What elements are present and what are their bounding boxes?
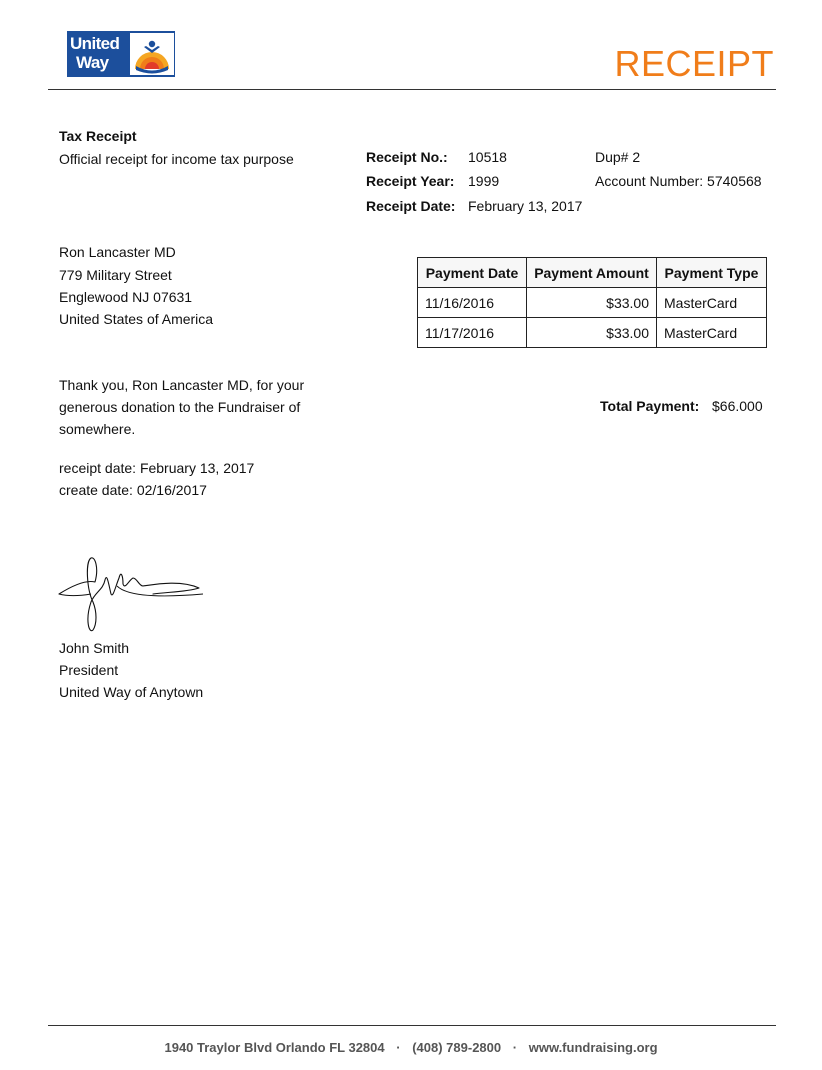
signer-name: John Smith [59, 640, 130, 656]
payment-amount-cell: $33.00 [527, 288, 657, 318]
header-divider [48, 89, 776, 90]
donor-name: Ron Lancaster MD [59, 244, 176, 260]
table-row [418, 318, 767, 348]
united-way-logo [67, 31, 175, 77]
footer-website: www.fundraising.org [528, 1040, 658, 1055]
table-row [418, 288, 767, 318]
donor-city: Englewood NJ 07631 [59, 289, 193, 305]
dup-number: Dup# 2 [595, 149, 641, 165]
tax-receipt-heading: Tax Receipt [59, 128, 137, 144]
payment-amount-cell: $33.00 [527, 318, 657, 348]
signature-image [57, 550, 207, 634]
signer-title: President [59, 662, 119, 678]
donor-street: 779 Military Street [59, 267, 172, 283]
footer-contact [0, 1040, 822, 1055]
payment-type-cell: MasterCard [657, 288, 767, 318]
payments-table [417, 257, 767, 348]
payment-type-cell: MasterCard [657, 318, 767, 348]
logo-text [70, 34, 130, 72]
receipt-year-label: Receipt Year: [366, 173, 455, 189]
account-number: Account Number: 5740568 [595, 173, 762, 189]
total-payment-value: $66.000 [712, 398, 763, 414]
payment-date-cell: 11/17/2016 [418, 318, 527, 348]
logo-text-line2: Way [76, 53, 109, 72]
column-header-payment-date: Payment Date [418, 258, 527, 288]
thank-you-message: Thank you, Ron Lancaster MD, for your generous donation to the Fundraiser of somewhere. [59, 377, 305, 437]
create-date-line: create date: 02/16/2017 [59, 482, 207, 498]
receipt-date-line: receipt date: February 13, 2017 [59, 460, 255, 476]
receipt-no-label: Receipt No.: [366, 149, 448, 165]
table-header-row [418, 258, 767, 288]
total-payment-label: Total Payment: [600, 398, 700, 414]
signer-organization: United Way of Anytown [59, 684, 204, 700]
payment-date-cell: 11/16/2016 [418, 288, 527, 318]
receipt-date-value: February 13, 2017 [468, 198, 583, 214]
receipt-date-label: Receipt Date: [366, 198, 456, 214]
tax-receipt-subheading: Official receipt for income tax purpose [59, 151, 294, 167]
helping-hand-icon [130, 33, 174, 75]
column-header-payment-amount: Payment Amount [527, 258, 657, 288]
receipt-year-value: 1999 [468, 173, 500, 189]
footer-address: 1940 Traylor Blvd Orlando FL 32804 [164, 1040, 385, 1055]
receipt-no-value: 10518 [468, 149, 507, 165]
receipt-title: RECEIPT [614, 43, 774, 84]
column-header-payment-type: Payment Type [657, 258, 767, 288]
logo-text-line1: United [70, 34, 120, 53]
footer-separator: · [396, 1040, 401, 1055]
footer-phone: (408) 789-2800 [412, 1040, 502, 1055]
donor-country: United States of America [59, 311, 214, 327]
footer-separator: · [512, 1040, 518, 1055]
footer-divider [48, 1025, 776, 1026]
